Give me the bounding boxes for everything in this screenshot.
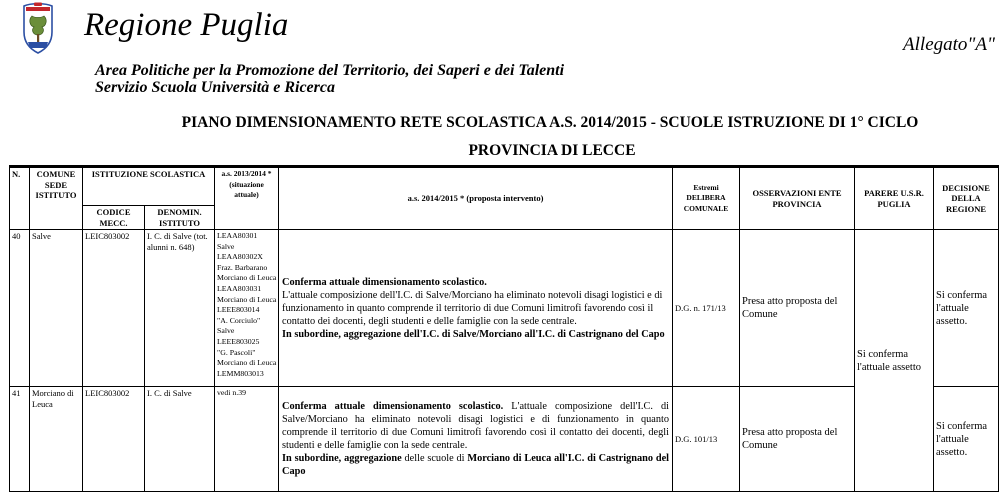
header-parere: PARERE U.S.R. PUGLIA: [855, 167, 934, 230]
header-codice: CODICE MECC.: [83, 206, 145, 230]
row-number: 40: [10, 230, 30, 387]
row-situazione: vedi n.39: [215, 387, 279, 492]
proposta-sub-mid: delle scuole di: [404, 453, 465, 464]
row-proposta: [279, 387, 673, 492]
row-denomin: I. C. di Salve (tot. alunni n. 648): [145, 230, 215, 387]
area-line: Area Politiche per la Promozione del Territorio, dei Saperi e dei Talenti: [95, 62, 565, 79]
header-estremi: Estremi DELIBERA COMUNALE: [673, 167, 740, 230]
proposta-sub: In subordine, aggregazione dell'I.C. di Salve/Morciano all'I.C. di Castrignano del Capo: [282, 328, 665, 340]
dimensionamento-table: [9, 165, 999, 492]
row-osservazioni: Presa atto proposta del Comune: [740, 230, 855, 387]
department-block: [95, 62, 564, 96]
row-number: 41: [10, 387, 30, 492]
row-decisione: Si conferma l'attuale assetto.: [934, 230, 999, 387]
row-denomin: I. C. di Salve: [145, 387, 215, 492]
document-title: PIANO DIMENSIONAMENTO RETE SCOLASTICA A.S. 2014/2015 - SCUOLE ISTRUZIONE DI 1° CICLO: [181, 114, 919, 131]
proposta-text: L'attuale composizione dell'I.C. di Salve/Morciano ha eliminato notevoli disagi logistici e di funzionamento in quanto comprende il territorio di due Comuni limitrofi favorendo così il contatto dei docenti, degli studenti e delle famiglie con la sede centrale.: [282, 401, 670, 451]
proposta-sub-tail: Morciano di Leuca all'I.C. di Castrignano del Capo: [282, 453, 670, 477]
proposta-sub-lead: In subordine, aggregazione: [282, 453, 402, 464]
allegato-label: Allegato"A": [903, 34, 995, 55]
row-delibera: D.G. n. 171/13: [673, 230, 740, 387]
proposta-text: L'attuale composizione dell'I.C. di Salve/Morciano ha eliminato notevoli disagi logistici e di funzionamento in quanto comprende il territorio di due Comuni limitrofi favorendo così il contatto dei docenti, degli studenti e delle famiglie con la sede centrale.: [282, 289, 663, 327]
header-n: N.: [10, 167, 30, 230]
header-comune: COMUNE SEDE ISTITUTO: [30, 167, 83, 230]
service-line: Servizio Scuola Università e Ricerca: [95, 79, 335, 96]
row-parere: Si conferma l'attuale assetto: [855, 230, 934, 492]
header-denomin: DENOMIN. ISTITUTO: [145, 206, 215, 230]
table-row: [10, 230, 999, 387]
region-name: Regione Puglia: [84, 7, 289, 43]
province-title: PROVINCIA DI LECCE: [468, 142, 636, 159]
proposta-title: Conferma attuale dimensionamento scolastico.: [282, 401, 504, 412]
row-osservazioni: Presa atto proposta del Comune: [740, 387, 855, 492]
header-decisione: DECISIONE DELLA REGIONE: [934, 167, 999, 230]
row-comune: Morciano di Leuca: [30, 387, 83, 492]
row-codice: LEIC803002: [83, 230, 145, 387]
header-as-2014: a.s. 2014/2015 * (proposta intervento): [279, 167, 673, 230]
row-situazione: LEAA80301 Salve LEAA80302X Fraz. Barbarano Morciano di Leuca LEAA803031 Morciano di Leuca LEEE803014 "A. Corciulo" Salve LEEE803025 "G. Pascoli" Morciano di Leuca LEMM803013: [215, 230, 279, 387]
regione-puglia-emblem-icon: [20, 2, 56, 54]
row-delibera: D.G. 101/13: [673, 387, 740, 492]
row-codice: LEIC803002: [83, 387, 145, 492]
row-proposta: [279, 230, 673, 387]
row-decisione: Si conferma l'attuale assetto.: [934, 387, 999, 492]
header-as-2013: a.s. 2013/2014 * (situazione attuale): [215, 167, 279, 230]
header-istituzione: ISTITUZIONE SCOLASTICA: [83, 167, 215, 206]
proposta-title: Conferma attuale dimensionamento scolastico.: [282, 276, 487, 288]
header-osservazioni: OSSERVAZIONI ENTE PROVINCIA: [740, 167, 855, 230]
row-comune: Salve: [30, 230, 83, 387]
table-row: [10, 387, 999, 492]
